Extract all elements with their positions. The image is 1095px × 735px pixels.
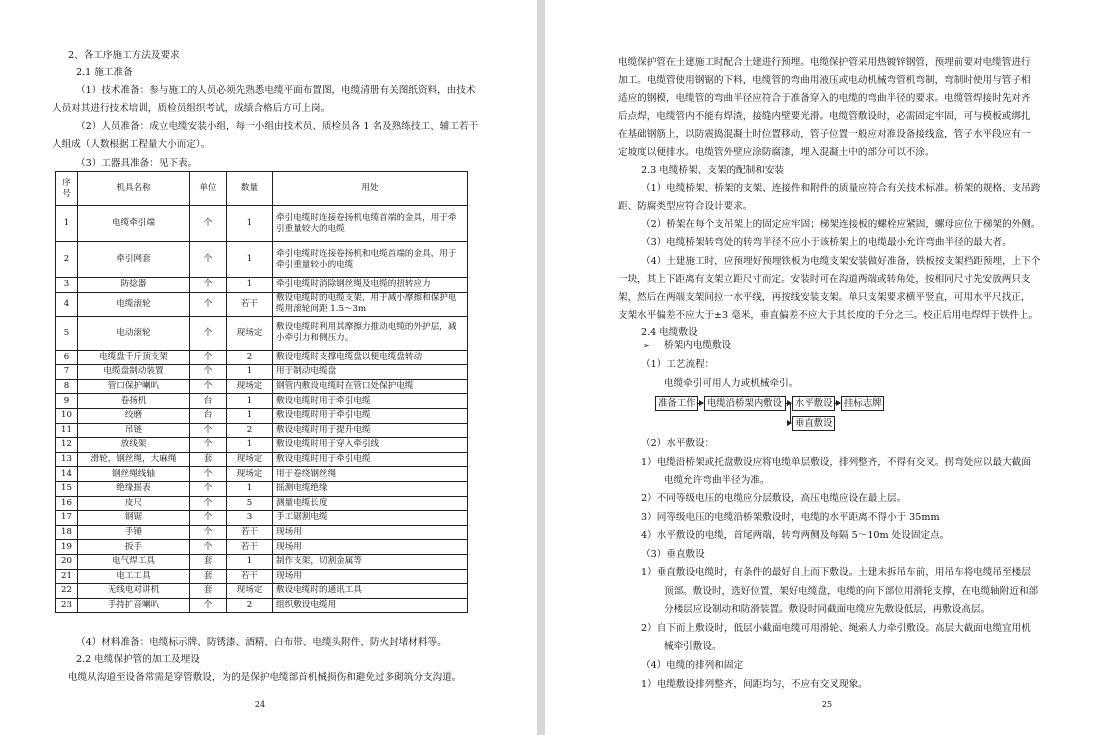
body-text-line: 3）同等级电压的电缆沿桥架敷设时，电缆的水平距离不得小于 35mm xyxy=(641,512,940,523)
table-cell: 2 xyxy=(227,350,273,365)
body-text-line: 后点焊，电缆管内不能有焊渣，接缝内壁要光滑。电缆管敷设时，必需固定牢固，可与模板或绑扎 xyxy=(618,111,1031,122)
table-row xyxy=(56,423,468,438)
table-cell: 10 xyxy=(56,408,78,423)
body-text-line: （4）材料准备：电缆标示牌、防锈漆、酒精、白布带、电缆头附件、防火封堵材料等。 xyxy=(76,637,447,648)
table-cell: 防捻器 xyxy=(78,278,190,293)
body-text-line: 电缆允许弯曲半径为准。 xyxy=(664,475,770,486)
body-text-line: 电缆从沟道至设备常需是穿管敷设，为的是保护电缆部首机械损伤和避免过多砌筑分支沟道。 xyxy=(68,672,462,683)
table-cell: 7 xyxy=(56,365,78,380)
table-cell: 个 xyxy=(190,242,227,278)
table-cell: 个 xyxy=(190,540,227,555)
table-row xyxy=(56,540,468,555)
table-cell: 现场用 xyxy=(273,540,468,555)
table-row xyxy=(56,278,468,293)
table-cell: 手持扩音喇叭 xyxy=(78,598,190,613)
body-text-line: 架，然后在两端支架间拉一水平线，再按线安装支架。单只支架要求横平竖直，可用水平尺找正， xyxy=(618,292,1031,303)
flow-arrow xyxy=(790,423,791,424)
body-text-line: 2）不同等级电压的电缆应分层敷设，高压电缆应设在最上层。 xyxy=(641,493,907,504)
table-cell: 扳手 xyxy=(78,540,190,555)
table-cell: 现场定 xyxy=(227,316,273,350)
body-text-line: 2.1 施工准备 xyxy=(76,67,133,78)
body-text-line: （3）工器具准备：见下表。 xyxy=(76,158,198,169)
table-row xyxy=(56,292,468,316)
right-page xyxy=(545,0,1095,735)
bullet-heading: 桥架内电缆敷设 xyxy=(664,340,732,351)
body-text-line: 顶部。敷设时，选好位置，架好电缆盘，电缆的向下部位用滑轮支撑，在电缆轴附近和部 xyxy=(664,586,1039,597)
table-cell: 8 xyxy=(56,379,78,394)
table-cell: 个 xyxy=(190,438,227,453)
table-row xyxy=(56,554,468,569)
body-text-line: 人员对其进行技术培训，质检员组织考试，成绩合格后方可上岗。 xyxy=(52,103,331,114)
body-text-line: 分楼层应设制动和防滑装置。敷设时同截面电缆应先敷设低层，再敷设高层。 xyxy=(664,604,991,615)
body-text-line: 加工。电缆管使用钢锯的下料，电缆管的弯曲用液压或电动机械弯管机弯制，弯制时使用与管子相 xyxy=(618,75,1031,86)
table-row xyxy=(56,481,468,496)
page-gutter xyxy=(537,0,545,735)
table-cell: 电缆滚轮 xyxy=(78,292,190,316)
table-row xyxy=(56,496,468,511)
table-cell: 21 xyxy=(56,569,78,584)
table-cell: 个 xyxy=(190,350,227,365)
table-cell: 11 xyxy=(56,423,78,438)
table-cell: 滑轮，钢丝绳，大麻绳 xyxy=(78,452,190,467)
table-cell: 摇测电缆绝缘 xyxy=(273,481,468,496)
table-cell: 1 xyxy=(227,206,273,242)
table-cell: 电工工具 xyxy=(78,569,190,584)
table-cell: 台 xyxy=(190,394,227,409)
table-cell: 个 xyxy=(190,379,227,394)
table-cell: 牵引电缆时连接卷扬机和电缆首端的金具，用于牵引重量较小的电缆 xyxy=(273,242,468,278)
table-cell: 1 xyxy=(227,554,273,569)
table-cell: 6 xyxy=(56,350,78,365)
body-text-line: 1）电缆敷设排列整齐，间距均匀，不应有交叉现象。 xyxy=(641,679,868,690)
table-row xyxy=(56,365,468,380)
body-text-line: 距、防腐类型应符合设计要求。 xyxy=(618,201,753,212)
table-cell: 个 xyxy=(190,316,227,350)
table-cell: 个 xyxy=(190,496,227,511)
table-cell: 现场定 xyxy=(227,584,273,599)
table-row xyxy=(56,452,468,467)
table-row xyxy=(56,316,468,350)
flow-branch-box: 垂直敷设 xyxy=(792,416,835,431)
body-text-line: 人组成（人数根据工程量大小而定）。 xyxy=(52,139,211,150)
table-cell: 牵引电缆时消除钢丝绳及电缆的扭转应力 xyxy=(273,278,468,293)
table-cell: 制作支架，切割金属等 xyxy=(273,554,468,569)
table-row xyxy=(56,584,468,599)
table-cell: 若干 xyxy=(227,540,273,555)
table-cell: 敷设电缆时用于穿入牵引线 xyxy=(273,438,468,453)
table-cell: 16 xyxy=(56,496,78,511)
table-cell: 套 xyxy=(190,584,227,599)
table-header-cell: 数量 xyxy=(227,172,273,206)
table-cell: 23 xyxy=(56,598,78,613)
table-cell: 个 xyxy=(190,467,227,482)
table-cell: 牵引网套 xyxy=(78,242,190,278)
table-header-cell: 序 号 xyxy=(56,172,78,206)
table-row xyxy=(56,206,468,242)
table-cell: 钢管内敷设电缆时在管口处保护电缆 xyxy=(273,379,468,394)
table-cell: 现场用 xyxy=(273,569,468,584)
table-cell: 14 xyxy=(56,467,78,482)
table-cell: 12 xyxy=(56,438,78,453)
table-cell: 个 xyxy=(190,206,227,242)
table-cell: 电缆盘千斤顶支架 xyxy=(78,350,190,365)
left-page xyxy=(0,0,537,735)
table-cell: 钢锯 xyxy=(78,511,190,526)
arrowhead-icon: ➢ xyxy=(643,341,650,350)
table-cell: 5 xyxy=(56,316,78,350)
table-cell: 若干 xyxy=(227,292,273,316)
table-cell: 电缆盘制动装置 xyxy=(78,365,190,380)
table-cell: 若干 xyxy=(227,525,273,540)
table-cell: 若干 xyxy=(227,569,273,584)
table-cell: 1 xyxy=(227,365,273,380)
flow-arrow xyxy=(835,403,840,404)
table-cell: 1 xyxy=(227,481,273,496)
table-cell: 个 xyxy=(190,481,227,496)
table-cell: 套 xyxy=(190,569,227,584)
table-cell: 个 xyxy=(190,511,227,526)
body-text-line: （2）人员准备：成立电缆安装小组，每一小组由技术员、质检员各 1 名及熟练技工、辅工若干 xyxy=(76,121,479,132)
body-text-line: 定坡度以便排水。电缆管外壁应涂防腐漆，埋入混凝土中的部分可以不涂。 xyxy=(618,147,935,158)
body-text-line: 电缆保护管在土建施工时配合土建进行预埋。电缆保护管采用热镀锌钢管，预埋前要对电缆管进行 xyxy=(618,57,1031,68)
table-cell: 手工锯割电缆 xyxy=(273,511,468,526)
table-cell: 3 xyxy=(56,278,78,293)
body-text-line: 1）垂直敷设电缆时，有条件的最好自上而下敷设。土建未拆吊车前，用吊车将电缆吊至楼层 xyxy=(641,567,1031,578)
table-header-cell: 单位 xyxy=(190,172,227,206)
table-cell: 现场定 xyxy=(227,467,273,482)
body-text-line: 4）水平敷设的电缆，首尾两端，转弯两侧及每隔 5～10m 处设固定点。 xyxy=(641,530,950,541)
body-text-line: 一块，其上下距离有支架立距尺寸而定。安装时可在沟道两端或转角处，按相同尺寸先安放两只支 xyxy=(618,274,1031,285)
body-text-line: 适应的钢模，电缆管的弯曲半径应符合于准备穿入的电缆的弯曲半径的要求。电缆管焊接时先对齐 xyxy=(618,93,1031,104)
body-text-line: 在基础钢筋上，以防震捣混凝土时位置移动，管子位置一般应对准设备接线盒，管子水平段应有一 xyxy=(618,129,1031,140)
table-cell: 1 xyxy=(56,206,78,242)
table-cell: 用于制动电缆盘 xyxy=(273,365,468,380)
table-row xyxy=(56,438,468,453)
flow-arrow xyxy=(698,403,703,404)
table-cell: 用于卷绕钢丝绳 xyxy=(273,467,468,482)
body-text-line: 2.4 电缆敷设 xyxy=(641,327,698,338)
table-cell: 敷设电缆时用于提升电缆 xyxy=(273,423,468,438)
table-cell: 现场定 xyxy=(227,379,273,394)
table-cell: 个 xyxy=(190,365,227,380)
table-row xyxy=(56,598,468,613)
flow-step-box: 挂标志牌 xyxy=(841,396,884,411)
table-cell: 套 xyxy=(190,554,227,569)
body-text-line: （4）土建施工时，应预埋好预埋铁板为电缆支架安装做好准备，铁板按支架档距预埋，上下个 xyxy=(641,256,1041,267)
table-cell: 电动滚轮 xyxy=(78,316,190,350)
table-cell: 管口保护喇叭 xyxy=(78,379,190,394)
table-cell: 敷设电缆时用于牵引电缆 xyxy=(273,408,468,423)
table-cell: 1 xyxy=(227,394,273,409)
table-cell: 5 xyxy=(227,496,273,511)
table-cell: 皮尺 xyxy=(78,496,190,511)
table-cell: 台 xyxy=(190,408,227,423)
body-text-line: 支架水平偏差不应大于±3 毫米，垂直偏差不应大于其长度的千分之三。校正后用电焊焊于铁件上。 xyxy=(618,310,1039,321)
table-header-cell: 机具名称 xyxy=(78,172,190,206)
table-row xyxy=(56,525,468,540)
table-cell: 放线架 xyxy=(78,438,190,453)
table-header-row xyxy=(56,172,468,206)
table-cell: 绝缘摇表 xyxy=(78,481,190,496)
body-text-line: （1）技术准备：参与施工的人员必须先熟悉电缆平面布置图，电缆清册有关图纸资料，由技术 xyxy=(76,85,476,96)
body-text-line: （2）水平敷设： xyxy=(641,438,715,449)
table-cell: 1 xyxy=(227,278,273,293)
table-cell: 无线电对讲机 xyxy=(78,584,190,599)
table-cell: 1 xyxy=(227,408,273,423)
body-text-line: （2）桥架在每个支吊架上的固定应牢固；梯架连接板的螺栓应紧固，螺母应位于梯架的外侧。 xyxy=(641,219,1041,230)
body-text-line: （3）电缆桥架转弯处的转弯半径不应小于该桥架上的电缆最小允许弯曲半径的最大者。 xyxy=(641,237,1012,248)
body-text-line: （1）电缆桥架、桥架的支架、连接件和附件的质量应符合有关技术标准。桥架的规格、支吊跨 xyxy=(641,183,1041,194)
table-cell: 个 xyxy=(190,292,227,316)
table-cell: 吊链 xyxy=(78,423,190,438)
table-row xyxy=(56,394,468,409)
body-text-line: 电缆牵引可用人力或机械牵引。 xyxy=(664,378,799,389)
table-cell: 2 xyxy=(56,242,78,278)
table-cell: 19 xyxy=(56,540,78,555)
table-row xyxy=(56,569,468,584)
body-text-line: （1）工艺流程： xyxy=(641,359,715,370)
table-cell: 现场定 xyxy=(227,452,273,467)
table-cell: 17 xyxy=(56,511,78,526)
table-cell: 20 xyxy=(56,554,78,569)
table-cell: 个 xyxy=(190,278,227,293)
table-row xyxy=(56,511,468,526)
table-cell: 个 xyxy=(190,423,227,438)
table-cell: 9 xyxy=(56,394,78,409)
body-text-line: 2）自下而上敷设时，低层小截面电缆可用滑轮、绳索人力牵引敷设。高层大截面电缆宜用机 xyxy=(641,623,1031,634)
table-cell: 敷设电缆时的通讯工具 xyxy=(273,584,468,599)
table-cell: 套 xyxy=(190,452,227,467)
table-cell: 敷设电缆时的电缆支架，用于减小摩擦和保护电缆用滚轮间距 1.5～3m xyxy=(273,292,468,316)
table-cell: 敷设电缆时利用其摩擦力推动电缆的外护层，减小牵引力和侧压力。 xyxy=(273,316,468,350)
body-text-line: 2.3 电缆桥架、支架的配制和安装 xyxy=(641,165,785,176)
table-cell: 现场用 xyxy=(273,525,468,540)
page-number: 25 xyxy=(821,700,833,709)
table-cell: 钢丝绳线轴 xyxy=(78,467,190,482)
table-row xyxy=(56,242,468,278)
table-cell: 3 xyxy=(227,511,273,526)
table-cell: 个 xyxy=(190,598,227,613)
table-cell: 卷扬机 xyxy=(78,394,190,409)
table-cell: 测量电缆长度 xyxy=(273,496,468,511)
table-row xyxy=(56,379,468,394)
flow-step-box: 电缆沿桥架内敷设 xyxy=(704,396,786,411)
page-number: 24 xyxy=(254,700,266,709)
body-text-line: 2.2 电缆保护管的加工及埋设 xyxy=(76,654,200,665)
table-cell: 1 xyxy=(227,242,273,278)
body-text-line: 械牵引敷设。 xyxy=(664,641,722,652)
table-cell: 电气焊工具 xyxy=(78,554,190,569)
table-header-cell: 用处 xyxy=(273,172,468,206)
table-cell: 个 xyxy=(190,525,227,540)
table-cell: 敷设电缆时用于牵引电缆 xyxy=(273,394,468,409)
flow-step-box: 准备工作 xyxy=(655,396,698,411)
table-cell: 22 xyxy=(56,584,78,599)
table-row xyxy=(56,408,468,423)
table-cell: 13 xyxy=(56,452,78,467)
table-cell: 手锤 xyxy=(78,525,190,540)
table-cell: 18 xyxy=(56,525,78,540)
body-text-line: （3）垂直敷设 xyxy=(641,549,705,560)
table-cell: 2 xyxy=(227,598,273,613)
table-cell: 敷设电缆时支撑电缆盘以便电缆盘转动 xyxy=(273,350,468,365)
body-text-line: 2、各工序施工方法及要求 xyxy=(68,50,180,61)
table-cell: 15 xyxy=(56,481,78,496)
table-row xyxy=(56,467,468,482)
table-cell: 4 xyxy=(56,292,78,316)
table-cell: 组织敷设电缆用 xyxy=(273,598,468,613)
tools-table xyxy=(55,171,468,613)
body-text-line: 1）电缆沿桥架或托盘敷设应将电缆单层敷设，排列整齐，不得有交叉。拐弯处应以最大截面 xyxy=(641,457,1031,468)
table-row xyxy=(56,350,468,365)
table-cell: 牵引电缆时连接卷扬机电缆首端的金具，用于牵引重量较大的电缆 xyxy=(273,206,468,242)
body-text-line: （4）电缆的排列和固定 xyxy=(641,660,744,671)
table-cell: 1 xyxy=(227,438,273,453)
table-cell: 敷设电缆时用于牵引电缆 xyxy=(273,452,468,467)
table-cell: 电缆牵引端 xyxy=(78,206,190,242)
table-cell: 绞磨 xyxy=(78,408,190,423)
flow-step-box: 水平敷设 xyxy=(792,396,835,411)
table-cell: 2 xyxy=(227,423,273,438)
